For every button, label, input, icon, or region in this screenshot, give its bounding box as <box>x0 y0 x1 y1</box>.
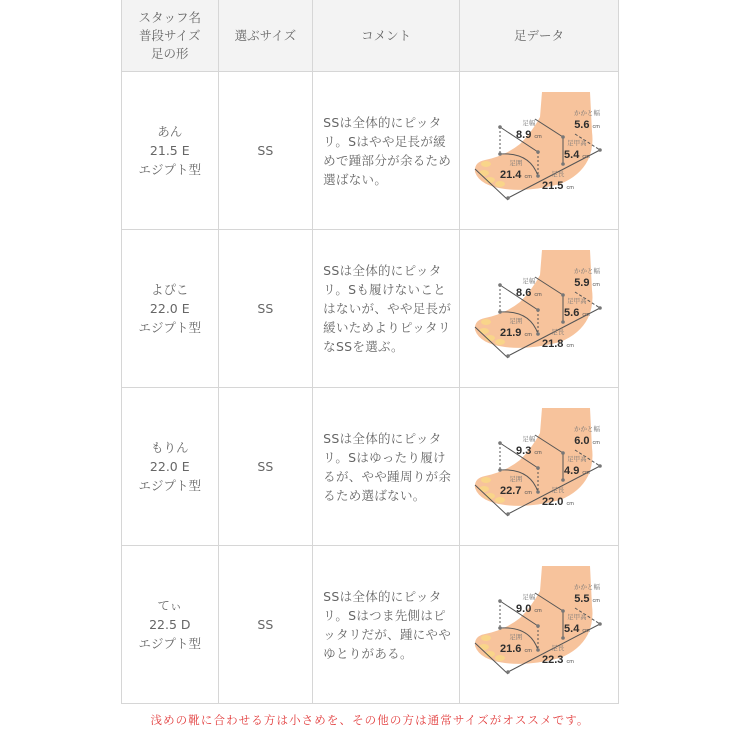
comment-text: SSは全体的にピッタリ。Sはゆったり履けるが、やや踵周りが余るため選ばない。 <box>323 430 452 503</box>
foot-illustration-icon <box>460 72 618 229</box>
table-row <box>122 546 619 704</box>
foot-length-measure: 足長 21.8 cm <box>542 329 574 350</box>
staff-name: もりん <box>151 440 189 455</box>
header-foot-data: 足データ <box>460 0 619 72</box>
instep-height-measure: 足甲高 5.4 cm <box>564 140 590 161</box>
foot-illustration-icon <box>460 230 618 387</box>
foot-shape: エジプト型 <box>138 478 202 493</box>
heel-width-measure: かかと幅 5.6 cm <box>574 110 601 131</box>
heel-width-measure: かかと幅 5.9 cm <box>574 268 601 289</box>
instep-height-measure: 足甲高 5.6 cm <box>564 298 590 319</box>
header-chosen-size: 選ぶサイズ <box>218 0 313 72</box>
foot-data-cell <box>460 230 619 388</box>
usual-size: 22.0 E <box>149 459 190 474</box>
recommendation-note: 浅めの靴に合わせる方は小さめを、その他の方は通常サイズがオススメです。 <box>150 713 590 727</box>
girth-measure: 足囲 21.9 cm <box>500 318 532 339</box>
staff-name: よぴこ <box>151 282 189 297</box>
header-usual-size: 普段サイズ <box>139 27 201 43</box>
foot-shape: エジプト型 <box>138 320 202 335</box>
usual-size: 22.0 E <box>149 301 190 316</box>
comment-cell <box>313 230 460 388</box>
usual-size: 22.5 D <box>149 617 191 632</box>
instep-measure: 足幅 8.9 cm <box>516 120 542 141</box>
foot-length-measure: 足長 21.5 cm <box>542 171 574 192</box>
foot-illustration-icon <box>460 388 618 545</box>
header-staff-name: スタッフ名 <box>138 9 202 25</box>
staff-name: あん <box>157 124 183 139</box>
foot-diagram <box>460 230 618 387</box>
instep-height-measure: 足甲高 5.4 cm <box>564 614 590 635</box>
staff-cell <box>122 230 219 388</box>
foot-data-cell <box>460 546 619 704</box>
header-comment: コメント <box>313 0 460 72</box>
instep-measure: 足幅 9.0 cm <box>516 594 542 615</box>
comment-text: SSは全体的にピッタリ。Sはやや足長が緩めで踵部分が余るため選ばない。 <box>323 114 452 187</box>
header-foot-shape: 足の形 <box>151 45 189 61</box>
foot-data-cell <box>460 72 619 230</box>
foot-diagram <box>460 546 618 703</box>
instep-height-measure: 足甲高 4.9 cm <box>564 456 590 477</box>
girth-measure: 足囲 21.6 cm <box>500 634 532 655</box>
foot-length-measure: 足長 22.3 cm <box>542 645 574 666</box>
comment-text: SSは全体的にピッタリ。Sはつま先側はピッタリだが、踵にややゆとりがある。 <box>323 588 452 661</box>
table-row <box>122 230 619 388</box>
table-header-row <box>122 0 619 72</box>
girth-measure: 足囲 22.7 cm <box>500 476 532 497</box>
table-row <box>122 72 619 230</box>
chosen-size: SS <box>218 230 313 388</box>
foot-shape: エジプト型 <box>138 636 202 651</box>
foot-shape: エジプト型 <box>138 162 202 177</box>
foot-length-measure: 足長 22.0 cm <box>542 487 574 508</box>
comment-cell <box>313 546 460 704</box>
chosen-size: SS <box>218 72 313 230</box>
table-row <box>122 388 619 546</box>
instep-measure: 足幅 8.6 cm <box>516 278 542 299</box>
heel-width-measure: かかと幅 6.0 cm <box>574 426 601 447</box>
foot-data-cell <box>460 388 619 546</box>
comment-text: SSは全体的にピッタリ。Sも履けないことはないが、やや足長が緩いためよりピッタリなSSを選ぶ。 <box>323 263 452 354</box>
chosen-size: SS <box>218 388 313 546</box>
staff-cell <box>122 546 219 704</box>
header-staff <box>122 0 219 72</box>
comment-cell <box>313 388 460 546</box>
comment-cell <box>313 72 460 230</box>
size-comparison-table <box>121 0 619 704</box>
girth-measure: 足囲 21.4 cm <box>500 160 532 181</box>
heel-width-measure: かかと幅 5.5 cm <box>574 584 601 605</box>
staff-cell <box>122 388 219 546</box>
staff-cell <box>122 72 219 230</box>
foot-diagram <box>460 388 618 545</box>
foot-illustration-icon <box>460 546 618 703</box>
instep-measure: 足幅 9.3 cm <box>516 436 542 457</box>
chosen-size: SS <box>218 546 313 704</box>
foot-diagram <box>460 72 618 229</box>
staff-name: てぃ <box>157 598 183 613</box>
usual-size: 21.5 E <box>149 143 190 158</box>
